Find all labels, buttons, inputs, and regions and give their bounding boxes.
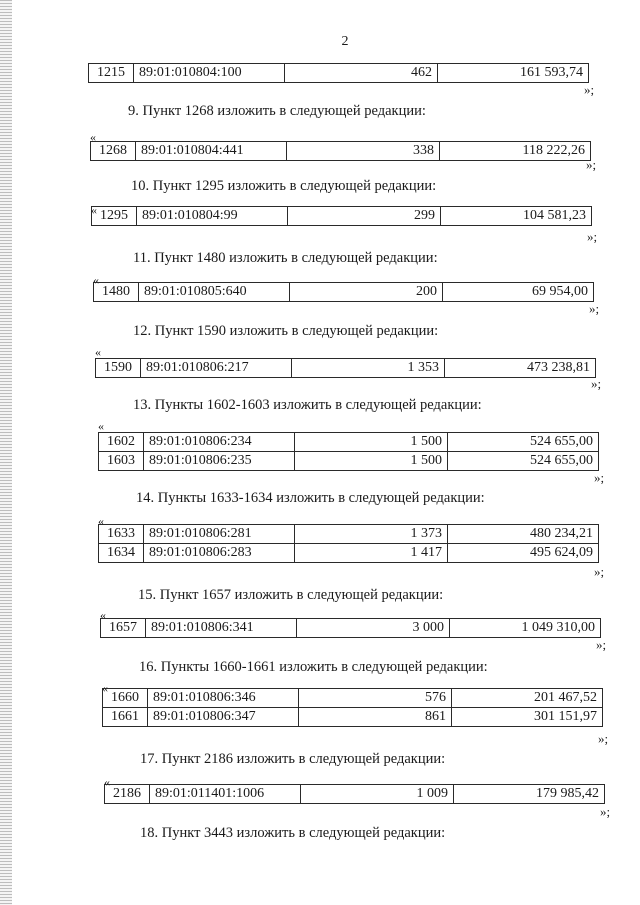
opening-quote: « xyxy=(102,681,108,695)
area-value: 1 373 xyxy=(295,525,448,544)
table-row xyxy=(101,619,601,638)
row-number: 1633 xyxy=(99,525,144,544)
cadastral-number: 89:01:010804:441 xyxy=(136,142,287,161)
opening-quote: « xyxy=(95,345,101,359)
cadastral-number: 89:01:010806:346 xyxy=(148,689,299,708)
cadastral-number: 89:01:010806:217 xyxy=(141,359,292,378)
cost-value: 161 593,74 xyxy=(438,64,589,83)
table-row xyxy=(103,689,603,708)
row-number: 1215 xyxy=(89,64,134,83)
amendment-table xyxy=(104,784,605,804)
amendment-table xyxy=(102,688,603,727)
opening-quote: « xyxy=(91,203,97,217)
area-value: 1 353 xyxy=(292,359,445,378)
cadastral-number: 89:01:010806:283 xyxy=(144,544,295,563)
page-number: 2 xyxy=(341,34,349,49)
amendment-heading: 12. Пункт 1590 изложить в следующей редакции: xyxy=(133,323,439,339)
cadastral-number: 89:01:010806:281 xyxy=(144,525,295,544)
cadastral-number: 89:01:011401:1006 xyxy=(150,785,301,804)
cost-value: 524 655,00 xyxy=(448,433,599,452)
area-value: 462 xyxy=(285,64,438,83)
amendment-heading: 17. Пункт 2186 изложить в следующей редакции: xyxy=(140,751,446,767)
table-row xyxy=(89,64,589,83)
row-number: 1661 xyxy=(103,708,148,727)
cost-value: 118 222,26 xyxy=(440,142,591,161)
area-value: 1 417 xyxy=(295,544,448,563)
table-row xyxy=(99,525,599,544)
cadastral-number: 89:01:010806:235 xyxy=(144,452,295,471)
area-value: 200 xyxy=(290,283,443,302)
table-row xyxy=(99,544,599,563)
table-row xyxy=(105,785,605,804)
row-number: 1660 xyxy=(103,689,148,708)
amendment-table xyxy=(95,358,596,378)
table-row xyxy=(94,283,594,302)
opening-quote: « xyxy=(90,130,96,144)
amendment-heading: 16. Пункты 1660-1661 изложить в следующей редакции: xyxy=(139,659,488,675)
table-row xyxy=(91,142,591,161)
closing-quote: »; xyxy=(598,731,609,746)
table-row xyxy=(92,207,592,226)
amendment-heading: 14. Пункты 1633-1634 изложить в следующей редакции: xyxy=(136,490,485,506)
amendment-heading: 18. Пункт 3443 изложить в следующей редакции: xyxy=(140,825,446,841)
area-value: 299 xyxy=(288,207,441,226)
cost-value: 201 467,52 xyxy=(452,689,603,708)
area-value: 576 xyxy=(299,689,452,708)
cost-value: 179 985,42 xyxy=(454,785,605,804)
opening-quote: « xyxy=(93,273,99,287)
amendment-table xyxy=(93,282,594,302)
closing-quote: »; xyxy=(596,637,607,652)
row-number: 1480 xyxy=(94,283,139,302)
scan-edge xyxy=(0,0,12,905)
cadastral-number: 89:01:010805:640 xyxy=(139,283,290,302)
closing-quote: »; xyxy=(584,82,595,97)
area-value: 1 009 xyxy=(301,785,454,804)
closing-quote: »; xyxy=(594,470,605,485)
cost-value: 1 049 310,00 xyxy=(450,619,601,638)
amendment-heading: 15. Пункт 1657 изложить в следующей редакции: xyxy=(138,587,444,603)
cadastral-number: 89:01:010806:347 xyxy=(148,708,299,727)
cadastral-number: 89:01:010804:99 xyxy=(137,207,288,226)
amendment-table xyxy=(98,432,599,471)
amendment-heading: 11. Пункт 1480 изложить в следующей редакции: xyxy=(133,250,438,266)
cost-value: 495 624,09 xyxy=(448,544,599,563)
area-value: 3 000 xyxy=(297,619,450,638)
table-row xyxy=(96,359,596,378)
row-number: 1590 xyxy=(96,359,141,378)
cost-value: 480 234,21 xyxy=(448,525,599,544)
row-number: 1634 xyxy=(99,544,144,563)
cost-value: 69 954,00 xyxy=(443,283,594,302)
table-row xyxy=(99,433,599,452)
table-row xyxy=(99,452,599,471)
cost-value: 301 151,97 xyxy=(452,708,603,727)
closing-quote: »; xyxy=(591,376,602,391)
area-value: 1 500 xyxy=(295,452,448,471)
amendment-heading: 13. Пункты 1602-1603 изложить в следующей редакции: xyxy=(133,397,482,413)
closing-quote: »; xyxy=(589,301,600,316)
row-number: 1268 xyxy=(91,142,136,161)
area-value: 1 500 xyxy=(295,433,448,452)
cost-value: 473 238,81 xyxy=(445,359,596,378)
opening-quote: « xyxy=(98,514,104,528)
amendment-table xyxy=(90,141,591,161)
opening-quote: « xyxy=(100,608,106,622)
amendment-heading: 10. Пункт 1295 изложить в следующей редакции: xyxy=(131,178,437,194)
cost-value: 104 581,23 xyxy=(441,207,592,226)
amendment-table xyxy=(91,206,592,226)
cost-value: 524 655,00 xyxy=(448,452,599,471)
opening-quote: « xyxy=(98,419,104,433)
closing-quote: »; xyxy=(586,157,597,172)
closing-quote: »; xyxy=(600,804,611,819)
opening-quote: « xyxy=(104,775,110,789)
amendment-heading: 9. Пункт 1268 изложить в следующей редакции: xyxy=(128,103,426,119)
area-value: 861 xyxy=(299,708,452,727)
cadastral-number: 89:01:010806:341 xyxy=(146,619,297,638)
table-row xyxy=(103,708,603,727)
row-number: 1657 xyxy=(101,619,146,638)
amendment-table xyxy=(98,524,599,563)
amendment-table xyxy=(100,618,601,638)
cadastral-number: 89:01:010804:100 xyxy=(134,64,285,83)
closing-quote: »; xyxy=(587,229,598,244)
cadastral-number: 89:01:010806:234 xyxy=(144,433,295,452)
row-number: 2186 xyxy=(105,785,150,804)
row-number: 1602 xyxy=(99,433,144,452)
first-row-table xyxy=(88,63,589,83)
area-value: 338 xyxy=(287,142,440,161)
closing-quote: »; xyxy=(594,564,605,579)
row-number: 1295 xyxy=(92,207,137,226)
row-number: 1603 xyxy=(99,452,144,471)
